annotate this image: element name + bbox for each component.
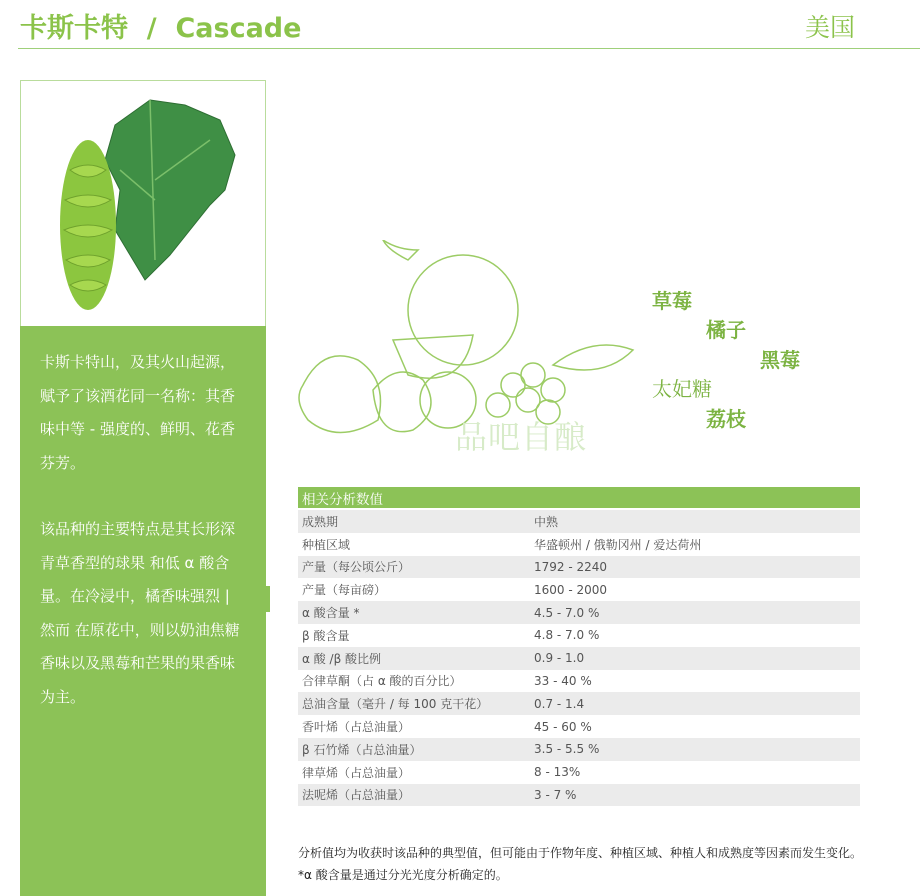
table-row xyxy=(298,761,860,784)
row-label: 产量（每公顷公斤） xyxy=(298,556,528,579)
row-value: 1792 - 2240 xyxy=(528,556,860,579)
flavor-toffee: 太妃糖 xyxy=(652,377,712,401)
analysis-table xyxy=(298,487,860,806)
row-label: 法呢烯（占总油量） xyxy=(298,784,528,807)
row-value: 1600 - 2000 xyxy=(534,582,608,597)
flavor-strawberry: 草莓 xyxy=(652,289,692,313)
row-label: 律草烯（占总油量） xyxy=(302,765,411,780)
description-paragraph: 卡斯卡特山，及其火山起源，赋予了该酒花同一名称：其香味中等 - 强度的、鲜明、花香芬芳。 xyxy=(40,353,236,472)
row-label: α 酸含量 * xyxy=(298,601,528,624)
row-label: α 酸 /β 酸比例 xyxy=(298,647,528,670)
table-row xyxy=(298,578,860,601)
row-value: 8 - 13% xyxy=(534,765,581,780)
row-label: β 酸含量 xyxy=(302,628,350,643)
divider xyxy=(18,48,920,49)
flavor-blackberry: 黑莓 xyxy=(760,348,800,372)
page-title: 卡斯卡特 / Cascade xyxy=(20,13,302,44)
footnote: 分析值均为收获时该品种的典型值，但可能由于作物年度、种植区域、种植人和成熟度等因素而发生变化。 xyxy=(298,846,863,860)
row-value: 45 - 60 % xyxy=(534,719,592,734)
table-row xyxy=(298,647,860,670)
table-row xyxy=(298,533,860,556)
panel-notch xyxy=(266,586,270,612)
table-row xyxy=(298,784,860,807)
hop-image xyxy=(20,80,266,326)
row-label: 香叶烯（占总油量） xyxy=(302,720,411,735)
row-value: 4.5 - 7.0 % xyxy=(528,601,860,624)
row-value: 3.5 - 5.5 % xyxy=(528,738,860,761)
row-value: 华盛顿州 / 俄勒冈州 / 爱达荷州 xyxy=(534,537,702,552)
row-label: 成熟期 xyxy=(298,509,528,533)
row-label: 总油含量（毫升 / 每 100 克干花） xyxy=(298,692,528,715)
table-row xyxy=(298,738,860,761)
description-panel xyxy=(20,326,266,896)
table-row xyxy=(298,556,860,579)
table-row xyxy=(298,692,860,715)
table-row xyxy=(298,509,860,533)
country-label: 美国 xyxy=(805,13,856,42)
table-row xyxy=(298,715,860,738)
row-value: 3 - 7 % xyxy=(528,784,860,807)
row-label: 合律草酮（占 α 酸的百分比） xyxy=(302,674,462,689)
row-value: 33 - 40 % xyxy=(534,673,592,688)
row-value: 4.8 - 7.0 % xyxy=(534,628,600,643)
flavor-lychee: 荔枝 xyxy=(706,407,746,431)
footnote: *α 酸含量是通过分光光度分析确定的。 xyxy=(298,868,508,882)
row-label: 产量（每亩磅） xyxy=(302,583,387,598)
footnotes xyxy=(298,842,862,886)
table-row xyxy=(298,601,860,624)
table-row xyxy=(298,670,860,693)
description-paragraph: 该品种的主要特点是其长形深青草香型的球果 和低 α 酸含量。在冷浸中，橘香味强烈 | 然而 在原花中，则以奶油焦糖香味以及黑莓和芒果的果香味为主。 xyxy=(40,520,240,706)
table-title: 相关分析数值 xyxy=(298,487,860,509)
table-row xyxy=(298,624,860,647)
row-label: 种植区域 xyxy=(302,537,351,552)
row-value: 0.7 - 1.4 xyxy=(528,692,860,715)
row-value: 中熟 xyxy=(528,509,860,533)
watermark: 品吧自酿 xyxy=(455,418,588,456)
row-label: β 石竹烯（占总油量） xyxy=(298,738,528,761)
row-value: 0.9 - 1.0 xyxy=(528,647,860,670)
flavor-tangerine: 橘子 xyxy=(706,318,746,342)
